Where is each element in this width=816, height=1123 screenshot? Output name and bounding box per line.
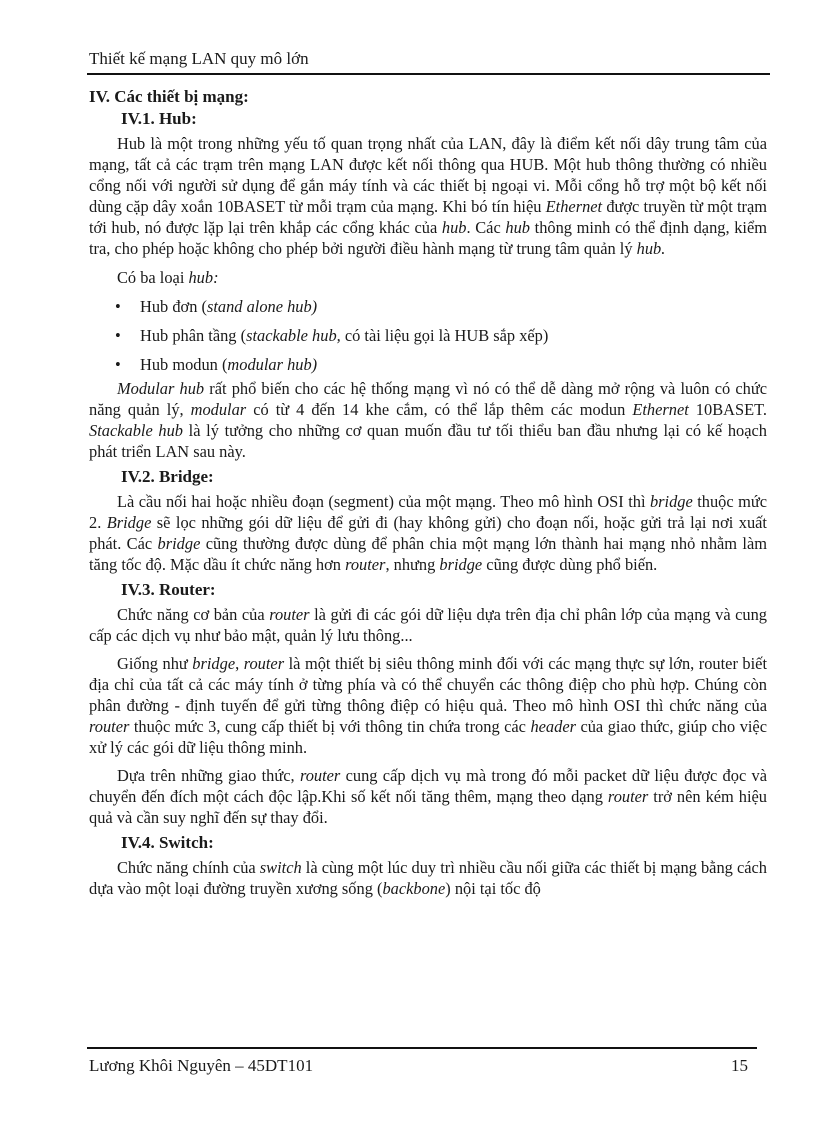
text-run: rất phổ biến cho các hệ thống mạng vì nó có thể dễ dàng mở rộng và luôn có chức năng quản lý, (89, 379, 767, 419)
text-run: , nhưng (385, 555, 440, 574)
italic-run: router (243, 654, 285, 673)
list-item-text (140, 326, 548, 345)
italic-run: Bridge (106, 513, 152, 532)
italic-run: hub: (188, 268, 219, 287)
italic-run: hub (441, 218, 467, 237)
text-run: Chức năng chính của (117, 858, 260, 877)
text-run: Chức năng cơ bản của (117, 605, 270, 624)
italic-run: router (299, 766, 341, 785)
bridge-paragraph-1 (89, 491, 767, 575)
italic-run: stand alone hub) (206, 297, 318, 316)
hub-types-list (89, 296, 767, 375)
switch-paragraph-1 (89, 857, 767, 899)
italic-run: modular (190, 400, 247, 419)
text-run: Có ba loại (117, 268, 189, 287)
footer-author: Lương Khôi Nguyên – 45DT101 (89, 1056, 314, 1075)
text-run: cung cấp dịch vụ mà trong đó mỗi packet dữ liệu được đọc và chuyển đến đích một cách độc lập.Khi số kết nối tăng thêm, mạng theo dạng (89, 766, 767, 806)
text-run: Giống như (117, 654, 193, 673)
italic-run: Ethernet (632, 400, 689, 419)
text-run: cũng thường được dùng để phân chia một mạng lớn thành hai mạng nhỏ nhằm làm tăng tốc độ. Mặc dầu ít chức năng hơn (89, 534, 767, 574)
text-run: của giao thức, giúp cho việc xử lý các gói dữ liệu thông minh. (89, 717, 767, 757)
text-run: thuộc mức 2. (89, 492, 767, 532)
text-run: ) nội tại tốc độ (445, 879, 541, 898)
text-run: Là cầu nối hai hoặc nhiều đoạn (segment) của một mạng. Theo mô hình OSI thì (117, 492, 650, 511)
italic-run: backbone (382, 879, 446, 898)
bullet-icon: • (115, 326, 121, 345)
list-item-text (140, 297, 317, 316)
text-run: Hub đơn ( (140, 297, 207, 316)
hub-heading: IV.1. Hub: (121, 109, 197, 128)
italic-run: router (269, 605, 310, 624)
italic-run: router (607, 787, 649, 806)
text-run: là một thiết bị siêu thông minh đối với các mạng thực sự lớn, router biết địa chỉ của tất cả các máy tính ở từng phía và có thể chuyển các thông điệp cho phù hợp. Chúng còn phân đường - định tuyến để gửi từng thông điệp có hiệu quả. Theo mô hình OSI thì chức năng của (89, 654, 768, 715)
italic-run: bridge (439, 555, 483, 574)
italic-run: hub. (636, 239, 666, 258)
page-number: 15 (731, 1056, 748, 1075)
italic-run: modular hub) (227, 355, 318, 374)
bullet-icon: • (115, 297, 121, 316)
router-paragraph-3 (89, 765, 767, 828)
hub-paragraph-2 (89, 378, 767, 462)
italic-run: header (530, 717, 576, 736)
italic-run: bridge (649, 492, 693, 511)
italic-run: router (345, 555, 386, 574)
text-run: là gửi đi các gói dữ liệu dựa trên địa chỉ phân lớp của mạng và cung cấp các dịch vụ như bảo mật, quản lý lưu thông... (89, 605, 767, 645)
text-run: Hub phân tầng ( (140, 326, 247, 345)
text-run: 10BASET. (688, 400, 767, 419)
text-run: Hub là một trong những yếu tố quan trọng nhất của LAN, đây là điểm kết nối dây trung tâm của mạng, tất cả các trạm trên mạng LAN được kết nối thông qua HUB. Một hub thông thường có nhiều cổng nối với người sử dụng để gắn máy tính và các thiết bị ngoại vi. Mỗi cổng hỗ trợ một bộ kết nối dùng cặp dây xoắn 10BASET từ mỗi trạm của mạng. Khi bó tín hiệu (89, 134, 767, 216)
hub-types-intro (89, 267, 767, 288)
text-run: cũng được dùng phổ biến. (482, 555, 658, 574)
list-item-text (140, 355, 317, 374)
text-run: Hub modun ( (140, 355, 228, 374)
bridge-heading: IV.2. Bridge: (121, 467, 214, 486)
text-run: thông minh có thể định dạng, kiểm tra, cho phép hoặc không cho phép bởi người điều hành mạng từ trung tâm quản lý (89, 218, 767, 258)
text-run: có từ 4 đến 14 khe cắm, có thể lắp thêm các modun (246, 400, 633, 419)
italic-run: router (89, 717, 130, 736)
footer-divider (87, 1047, 757, 1049)
text-run: sẽ lọc những gói dữ liệu để gửi đi (hay không gửi) cho đoạn nối, hoặc gửi trả lại nơi xuất phát. Các (89, 513, 767, 553)
text-run: là lý tưởng cho những cơ quan muốn đầu tư tối thiểu ban đầu nhưng lại có kế hoạch phát triển LAN sau này. (89, 421, 767, 461)
router-paragraph-1 (89, 604, 767, 646)
italic-run: bridge (157, 534, 201, 553)
page-body (89, 84, 767, 899)
switch-heading: IV.4. Switch: (121, 833, 214, 852)
hub-paragraph-1 (89, 133, 767, 259)
text-run: được truyền từ một trạm tới hub, nó được lặp lại trên khắp các cổng khác của (89, 197, 767, 237)
header-divider (87, 73, 770, 75)
router-heading: IV.3. Router: (121, 580, 216, 599)
list-item (89, 325, 767, 346)
text-run: . Các (466, 218, 506, 237)
italic-run: switch (259, 858, 302, 877)
text-run: trở nên kém hiệu quả và cần suy nghĩ đến sự thay đổi. (89, 787, 767, 827)
italic-run: hub (505, 218, 530, 237)
running-header-title: Thiết kế mạng LAN quy mô lớn (89, 49, 309, 68)
list-item (89, 296, 767, 317)
bullet-icon: • (115, 355, 121, 374)
italic-run: Stackable hub (89, 421, 183, 440)
list-item (89, 354, 767, 375)
text-run: có tài liệu gọi là HUB sắp xếp) (340, 326, 549, 345)
italic-run: Modular hub (117, 379, 205, 398)
text-run: là cùng một lúc duy trì nhiều cầu nối giữa các thiết bị mạng bằng cách dựa vào một loại đường truyền xương sống ( (89, 858, 767, 898)
italic-run: Ethernet (545, 197, 603, 216)
router-paragraph-2 (89, 653, 767, 758)
text-run: Dựa trên những giao thức, (117, 766, 300, 785)
text-run: thuộc mức 3, cung cấp thiết bị với thông tin chứa trong các (129, 717, 531, 736)
text-run: , (235, 654, 244, 673)
italic-run: bridge (192, 654, 236, 673)
italic-run: stackable hub, (246, 326, 341, 345)
section-title: IV. Các thiết bị mạng: (89, 87, 249, 106)
